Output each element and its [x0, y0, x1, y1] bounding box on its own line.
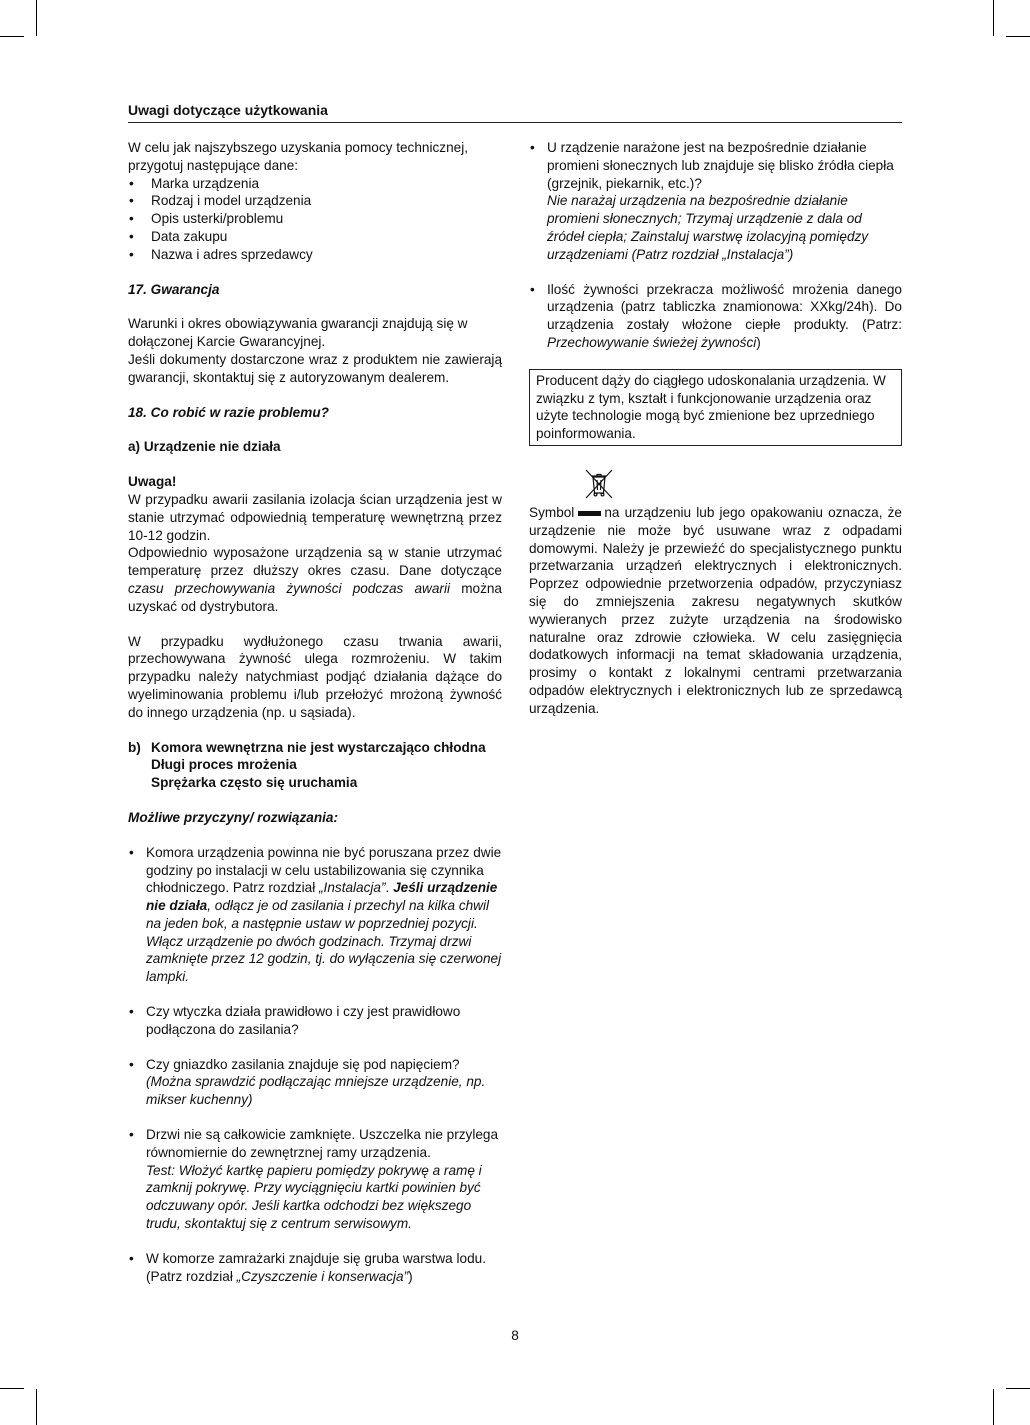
crop-mark: [993, 0, 994, 36]
list-item: • U rządzenie narażone jest na bezpośrednie działanie promieni słonecznych lub znajduje się blisko źródła ciepła (grzejnik, piekarnik, etc.)? Nie narażaj urządzenia na bezpośrednie działanie promieni słonecznych; Trzymaj urządzenie z dala od źródeł ciepła; Zainstaluj warstwę izolacyjną pomiędzy urządzeniami (Patrz rozdział „Instalacja”): [529, 139, 902, 264]
crop-mark: [1006, 36, 1030, 37]
warning-heading: Uwaga!: [128, 474, 177, 490]
prep-list: [128, 175, 502, 264]
notice-text: Producent dąży do ciągłego udoskonalania urządzenia. W związku z tym, kształt i funkcjonowanie urządzenia oraz użyte technologie mogą być zmienione bez uprzedniego poinformowania.: [536, 372, 886, 442]
subsection-heading-a: a) Urządzenie nie działa: [128, 439, 281, 455]
warranty-text-2: Jeśli dokumenty dostarczone wraz z produktem nie zawierają gwarancji, skontaktuj się z autoryzowanym dealerem.: [128, 351, 502, 385]
causes-list: [128, 844, 502, 1286]
list-item: • Marka urządzenia: [128, 175, 502, 193]
weee-bin-icon: [583, 468, 615, 500]
weee-text: Symbol na urządzeniu lub jego opakowaniu oznacza, że urządzenie nie może być usuwane wraz z odpadami domowymi. Należy je przewieźć do specjalistycznego punktu przetwarzania urządzeń elektrycznych i elektronicznych. Poprzez odpowiednie przetworzenia odpadów, przyczyniasz się do zmniejszenia zakresu negatywnych skutków wywieranych przez zużyte urządzenia na środowisko naturalne oraz zdrowie człowieka. W celu zasięgnięcia dodatkowych informacji na temat składowania urządzenia, prosimy o kontakt z lokalnymi centrami przetwarzania odpadów elektrycznych i elektronicznych lub ze sprzedawcą urządzenia.: [529, 504, 902, 716]
page-title: Uwagi dotyczące użytkowania: [128, 102, 328, 118]
warning-text-1: W przypadku awarii zasilania izolacja ścian urządzenia jest w stanie utrzymać odpowiednią temperaturę wewnętrzną przez 10-12 godzin.: [128, 491, 502, 543]
crop-mark: [993, 1389, 994, 1425]
list-item: • W komorze zamrażarki znajduje się gruba warstwa lodu. (Patrz rozdział „Czyszczenie i konserwacja”): [128, 1250, 502, 1286]
list-item: • Czy gniazdko zasilania znajduje się pod napięciem? (Można sprawdzić podłączając mniejsze urządzenie, np. mikser kuchenny): [128, 1056, 502, 1109]
crop-mark: [0, 1388, 24, 1389]
section-heading-18: 18. Co robić w razie problemu?: [128, 404, 329, 420]
notice-box: [529, 369, 902, 446]
list-item: • Opis usterki/problemu: [128, 210, 502, 228]
warning-text-3: W przypadku wydłużonego czasu trwania awarii, przechowywana żywność ulega rozmrożeniu. W takim przypadku należy natychmiast podjąć działania dążące do wyeliminowania problemu i/lub przełożyć mrożoną żywność do innego urządzenia (np. u sąsiada).: [128, 633, 502, 720]
crop-mark: [36, 1389, 37, 1425]
list-item: • Czy wtyczka działa prawidłowo i czy jest prawidłowo podłączona do zasilania?: [128, 1003, 502, 1039]
list-item: • Ilość żywności przekracza możliwość mrożenia danego urządzenia (patrz tabliczka znamionowa: XXkg/24h). Do urządzenia zostały włożone ciepłe produkty. (Patrz: Przechowywanie świeżej żywności): [529, 281, 902, 352]
weee-bar-icon: [578, 511, 601, 516]
crop-mark: [0, 36, 24, 37]
right-column: [529, 139, 902, 718]
left-column: [128, 139, 502, 1285]
page-number: 8: [511, 1328, 519, 1343]
intro-text: W celu jak najszybszego uzyskania pomocy technicznej, przygotuj następujące dane:: [128, 140, 469, 173]
warranty-text: Warunki i okres obowiązywania gwarancji znajdują się w dołączonej Karcie Gwarancyjnej.: [128, 316, 468, 350]
list-item: • Rodzaj i model urządzenia: [128, 192, 502, 210]
list-item: • Drzwi nie są całkowicie zamknięte. Uszczelka nie przylega równomiernie do zewnętrznej ramy urządzenia. Test: Włożyć kartkę papieru pomiędzy pokrywę a ramę i zamknij pokrywę. Przy wyciągnięciu kartki powinien być odczuwany opór. Jeśli kartka odchodzi bez większego trudu, skontaktuj się z centrum serwisowym.: [128, 1126, 502, 1233]
causes-heading: Możliwe przyczyny/ rozwiązania:: [128, 809, 338, 825]
right-causes-list: [529, 139, 902, 352]
warning-text-2: Odpowiednio wyposażone urządzenia są w stanie utrzymać temperaturę przez dłuższy okres czasu. Dane dotyczące czasu przechowywania żywności podczas awarii można uzyskać od dystrybutora.: [128, 545, 502, 614]
page-header: [128, 102, 902, 123]
list-item: • Komora urządzenia powinna nie być poruszana przez dwie godziny po instalacji w celu ustabilizowania się czynnika chłodniczego. Patrz rozdział „Instalacja”. Jeśli urządzenie nie działa, odłącz je od zasilania i przechyl na kilka chwil na jeden bok, a następnie ustaw w poprzedniej pozycji. Włącz urządzenie po dwóch godzinach. Trzymaj drzwi zamknięte przez 12 godzin, tj. do wyłączenia się czerwonej lampki.: [128, 844, 502, 986]
subsection-heading-b: b) Komora wewnętrzna nie jest wystarczająco chłodna Długi proces mrożenia Sprężarka często się uruchamia: [128, 739, 486, 791]
list-item: • Data zakupu: [128, 228, 502, 246]
crop-mark: [36, 0, 37, 36]
list-item: • Nazwa i adres sprzedawcy: [128, 246, 502, 264]
crop-mark: [1006, 1388, 1030, 1389]
section-heading-17: 17. Gwarancja: [128, 281, 220, 297]
